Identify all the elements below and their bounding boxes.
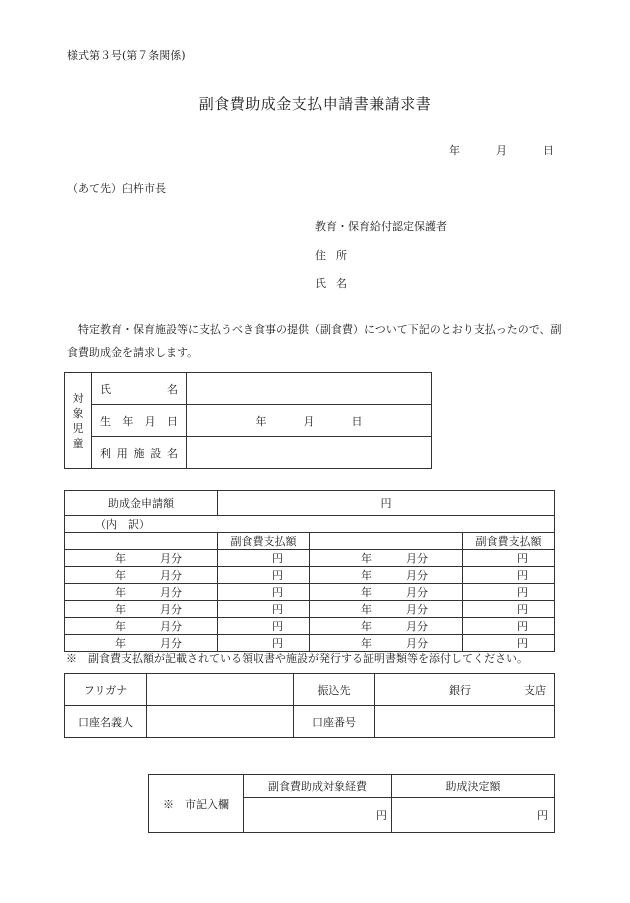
transfer-label: 振込先 [294,674,375,706]
office-use-label: ※ 市記入欄 [149,775,244,833]
request-amount-label: 助成金申請額 [65,491,218,516]
account-holder-label: 口座名義人 [65,706,147,738]
paid-amount-header-right: 副食費支払額 [463,533,555,550]
request-amount-field[interactable]: 円 [218,491,555,516]
facility-field[interactable] [187,437,432,469]
breakdown-row: 年 月分 円 年 月分 円 [65,635,555,652]
facility-label: 利 用 施 設 名 [92,437,187,469]
applicant-label: 教育・保育給付認定保護者 [315,220,447,233]
applicant-name-label: 氏名 [315,277,357,290]
breakdown-header-blank-left [65,533,218,550]
paid-amount-cell[interactable]: 円 [463,635,555,652]
furigana-label: フリガナ [65,674,147,706]
paid-amount-cell[interactable]: 円 [218,584,310,601]
paid-amount-cell[interactable]: 円 [463,550,555,567]
bank-label: 銀行 [449,683,471,697]
child-info-table [64,372,432,469]
account-number-label: 口座番号 [294,706,375,738]
applicant-address-label: 住所 [315,249,357,262]
bank-table [64,673,555,738]
date-month: 月 [496,144,507,157]
furigana-field[interactable] [147,674,294,706]
breakdown-row: 年 月分 円 年 月分 円 [65,567,555,584]
breakdown-row: 年 月分 円 年 月分 円 [65,584,555,601]
amount-table [64,490,555,652]
paid-amount-cell[interactable]: 円 [463,584,555,601]
eligible-cost-header: 副食費助成対象経費 [244,775,392,798]
paid-amount-cell[interactable]: 円 [463,618,555,635]
breakdown-row: 年 月分 円 年 月分 円 [65,618,555,635]
breakdown-row: 年 月分 円 年 月分 円 [65,601,555,618]
paid-amount-cell[interactable]: 円 [463,567,555,584]
decided-amount-header: 助成決定額 [392,775,555,798]
account-holder-field[interactable] [147,706,294,738]
breakdown-label: （内 訳） [65,516,555,533]
branch-label: 支店 [524,683,546,697]
child-dob-label: 生 年 月 日 [92,405,187,437]
date-year: 年 [449,144,460,157]
paid-amount-cell[interactable]: 円 [218,618,310,635]
child-name-field[interactable] [187,373,432,405]
account-number-field[interactable] [375,706,555,738]
paid-amount-header-left: 副食費支払額 [218,533,310,550]
eligible-cost-field[interactable]: 円 [244,798,392,833]
page-title: 副食費助成金支払申請書兼請求書 [198,95,432,113]
date-line [449,142,554,158]
attachment-note: ※ 副食費支払額が記載されている領収書や施設が発行する証明書類等を添付してください。 [66,652,528,665]
decided-amount-field[interactable]: 円 [392,798,555,833]
form-number: 様式第３号(第７条関係) [67,49,186,62]
paid-amount-cell[interactable]: 円 [218,635,310,652]
child-side-label: 対 象 児 童 [65,373,92,469]
addressee: （あて先）臼杵市長 [67,182,166,195]
paid-amount-cell[interactable]: 円 [463,601,555,618]
child-dob-field[interactable]: 年 月 日 [187,405,432,437]
date-day: 日 [543,144,554,157]
request-statement: 特定教育・保育施設等に支払うべき食事の提供（副食費）について下記のとおり支払ったので、副食費助成金を請求します。 [67,323,562,359]
office-use-table [148,774,555,833]
paid-amount-cell[interactable]: 円 [218,550,310,567]
paid-amount-cell[interactable]: 円 [218,567,310,584]
breakdown-row: 年 月分 円 年 月分 円 [65,550,555,567]
child-name-label: 氏 名 [92,373,187,405]
bank-field[interactable] [375,674,555,706]
paid-amount-cell[interactable]: 円 [218,601,310,618]
breakdown-header-blank-right [310,533,463,550]
